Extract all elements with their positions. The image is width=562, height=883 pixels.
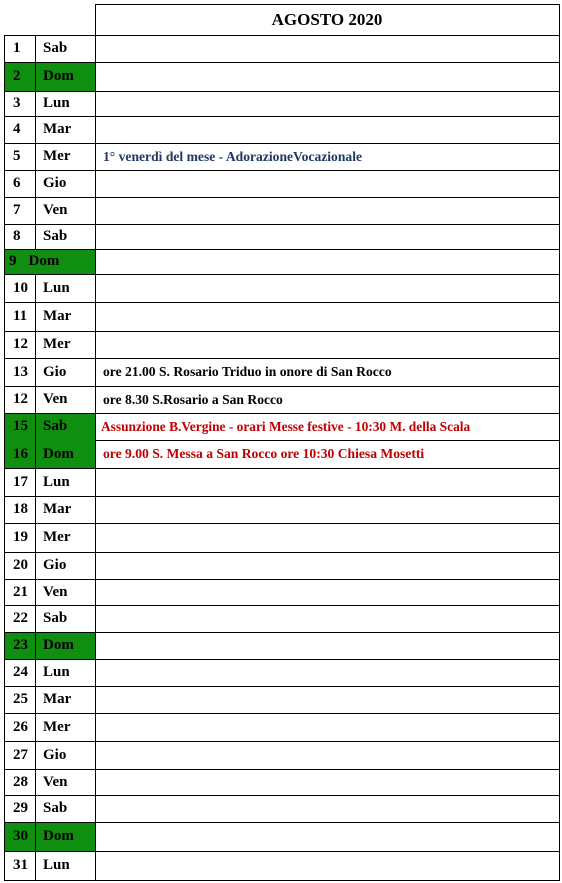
day-name: Mar (43, 691, 72, 707)
event-text (95, 552, 559, 579)
day-name: Lun (43, 857, 70, 873)
date-number: 6 (13, 175, 21, 191)
grid-line (35, 62, 36, 91)
day-name: Lun (43, 664, 70, 680)
grid-line (35, 386, 36, 413)
grid-line (4, 552, 560, 553)
day-name: Sab (43, 40, 68, 56)
grid-line (35, 468, 36, 496)
grid-line (35, 358, 36, 386)
grid-line (4, 822, 560, 823)
grid-line (35, 170, 36, 197)
date-number: 18 (13, 501, 28, 517)
grid-line (4, 659, 560, 660)
grid-line (4, 386, 560, 387)
day-name: Ven (43, 773, 68, 790)
grid-line (4, 632, 560, 633)
date-number: 27 (13, 746, 28, 763)
grid-line (35, 523, 36, 552)
event-text (95, 116, 559, 143)
grid-line (559, 4, 560, 880)
grid-line (4, 413, 560, 414)
date-number: 16 (13, 445, 28, 462)
day-name: Mer (43, 718, 71, 735)
date-number: 9 Dom (9, 253, 60, 269)
grid-line (4, 116, 560, 117)
grid-line (4, 224, 560, 225)
day-name: Ven (43, 391, 68, 407)
grid-line (4, 197, 560, 198)
event-text (95, 91, 559, 116)
grid-line (4, 880, 560, 881)
day-name: Mer (43, 336, 71, 352)
day-name: Mar (43, 308, 72, 324)
day-name: Lun (43, 95, 70, 111)
day-name: Dom (28, 253, 60, 269)
date-number: 5 (13, 148, 21, 164)
event-text (95, 579, 559, 605)
grid-line (35, 331, 36, 358)
grid-line (35, 197, 36, 224)
grid-line (4, 143, 560, 144)
day-name: Gio (43, 557, 67, 573)
day-name: Sab (43, 228, 68, 244)
event-text (95, 468, 559, 496)
grid-line (4, 523, 560, 524)
event-text (95, 331, 559, 358)
grid-line (4, 851, 560, 852)
event-text: ore 21.00 S. Rosario Triduo in onore di San Rocco (103, 364, 392, 379)
grid-line (4, 35, 5, 880)
event-text (95, 659, 559, 686)
grid-line (4, 741, 560, 742)
event-text (95, 170, 559, 197)
grid-line (35, 302, 36, 331)
grid-line (4, 91, 560, 92)
grid-line (35, 224, 36, 249)
date-number: 20 (13, 557, 28, 573)
date-number: 7 (13, 202, 21, 218)
date-number: 11 (13, 308, 28, 324)
grid-line (35, 795, 36, 822)
grid-line (4, 769, 560, 770)
grid-line (35, 659, 36, 686)
grid-line (35, 496, 36, 523)
grid-line (4, 170, 560, 171)
grid-line (95, 440, 560, 441)
grid-line (35, 552, 36, 579)
event-text: ore 8.30 S.Rosario a San Rocco (103, 391, 283, 407)
event-text (95, 224, 559, 249)
date-number: 19 (13, 529, 28, 545)
grid-line (4, 605, 560, 606)
event-text (95, 197, 559, 224)
event-text (95, 851, 559, 880)
page-title: AGOSTO 2020 (271, 10, 383, 29)
grid-line (35, 851, 36, 880)
event-text (95, 274, 559, 302)
grid-line (35, 274, 36, 302)
date-number: 10 (13, 279, 28, 296)
grid-line (4, 496, 560, 497)
grid-line (35, 116, 36, 143)
grid-line (4, 35, 560, 36)
event-text (95, 496, 559, 523)
date-number: 2 (13, 68, 21, 84)
date-number: 17 (13, 473, 28, 490)
day-name: Sab (43, 800, 68, 816)
day-name: Lun (43, 473, 70, 490)
grid-line (35, 35, 36, 62)
day-name: Dom (43, 68, 74, 84)
grid-line (4, 795, 560, 796)
grid-line (4, 274, 560, 275)
day-name: Dom (43, 445, 74, 462)
grid-line (4, 686, 560, 687)
grid-line (4, 249, 560, 250)
date-number: 25 (13, 691, 28, 707)
date-number: 15 (13, 418, 28, 434)
grid-line (35, 632, 36, 659)
date-number: 12 (13, 391, 28, 407)
grid-line (95, 4, 96, 880)
date-number: 8 (13, 228, 21, 244)
grid-line (35, 605, 36, 632)
date-number: 22 (13, 610, 28, 626)
day-name: Gio (43, 746, 67, 763)
grid-line (35, 440, 36, 468)
date-number: 28 (13, 773, 28, 790)
grid-line (4, 62, 560, 63)
event-text (95, 713, 559, 741)
day-name: Sab (43, 418, 68, 434)
event-text: 1° venerdì del mese - AdorazioneVocazionale (103, 148, 363, 164)
date-number: 1 (13, 40, 21, 56)
grid-line (35, 822, 36, 851)
day-name: Mer (43, 148, 71, 164)
date-number: 24 (13, 664, 28, 680)
day-name: Gio (43, 363, 67, 380)
grid-line (4, 579, 560, 580)
date-number: 4 (13, 121, 21, 137)
event-text (95, 822, 559, 851)
date-number: 31 (13, 857, 28, 873)
day-name: Dom (43, 637, 74, 653)
event-text: ore 9.00 S. Messa a San Rocco ore 10:30 Chiesa Mosetti (103, 446, 425, 461)
grid-line (35, 579, 36, 605)
date-number: 29 (13, 800, 28, 816)
grid-line (35, 769, 36, 795)
grid-line (95, 4, 560, 5)
grid-line (35, 413, 36, 440)
date-number: 21 (13, 583, 28, 600)
date-number: 3 (13, 95, 21, 111)
grid-line (35, 741, 36, 769)
day-name: Ven (43, 583, 68, 600)
event-text (95, 35, 559, 62)
event-text (95, 605, 559, 632)
day-name: Ven (43, 202, 68, 218)
date-number: 30 (13, 828, 28, 844)
date-number: 23 (13, 637, 28, 653)
grid-line (35, 143, 36, 170)
day-name: Sab (43, 610, 68, 626)
event-text (95, 62, 559, 91)
day-name: Gio (43, 175, 67, 191)
grid-line (4, 358, 560, 359)
day-name: Mar (43, 121, 72, 137)
grid-line (35, 686, 36, 713)
grid-line (4, 331, 560, 332)
day-name: Mar (43, 501, 72, 517)
date-number: 13 (13, 363, 28, 380)
event-text (95, 769, 559, 795)
date-number: 12 (13, 336, 28, 352)
event-text (95, 686, 559, 713)
event-text (95, 741, 559, 769)
event-text (95, 632, 559, 659)
event-text: Assunzione B.Vergine - orari Messe festive - 10:30 M. della Scala (101, 418, 471, 434)
grid-line (35, 91, 36, 116)
grid-line (4, 302, 560, 303)
day-name: Mer (43, 529, 71, 545)
grid-line (35, 713, 36, 741)
event-text (95, 302, 559, 331)
grid-line (4, 713, 560, 714)
event-text (95, 249, 559, 274)
grid-line (4, 468, 560, 469)
date-number: 26 (13, 718, 28, 735)
day-name: Dom (43, 828, 74, 844)
event-text (95, 523, 559, 552)
event-text (95, 795, 559, 822)
day-name: Lun (43, 279, 70, 296)
